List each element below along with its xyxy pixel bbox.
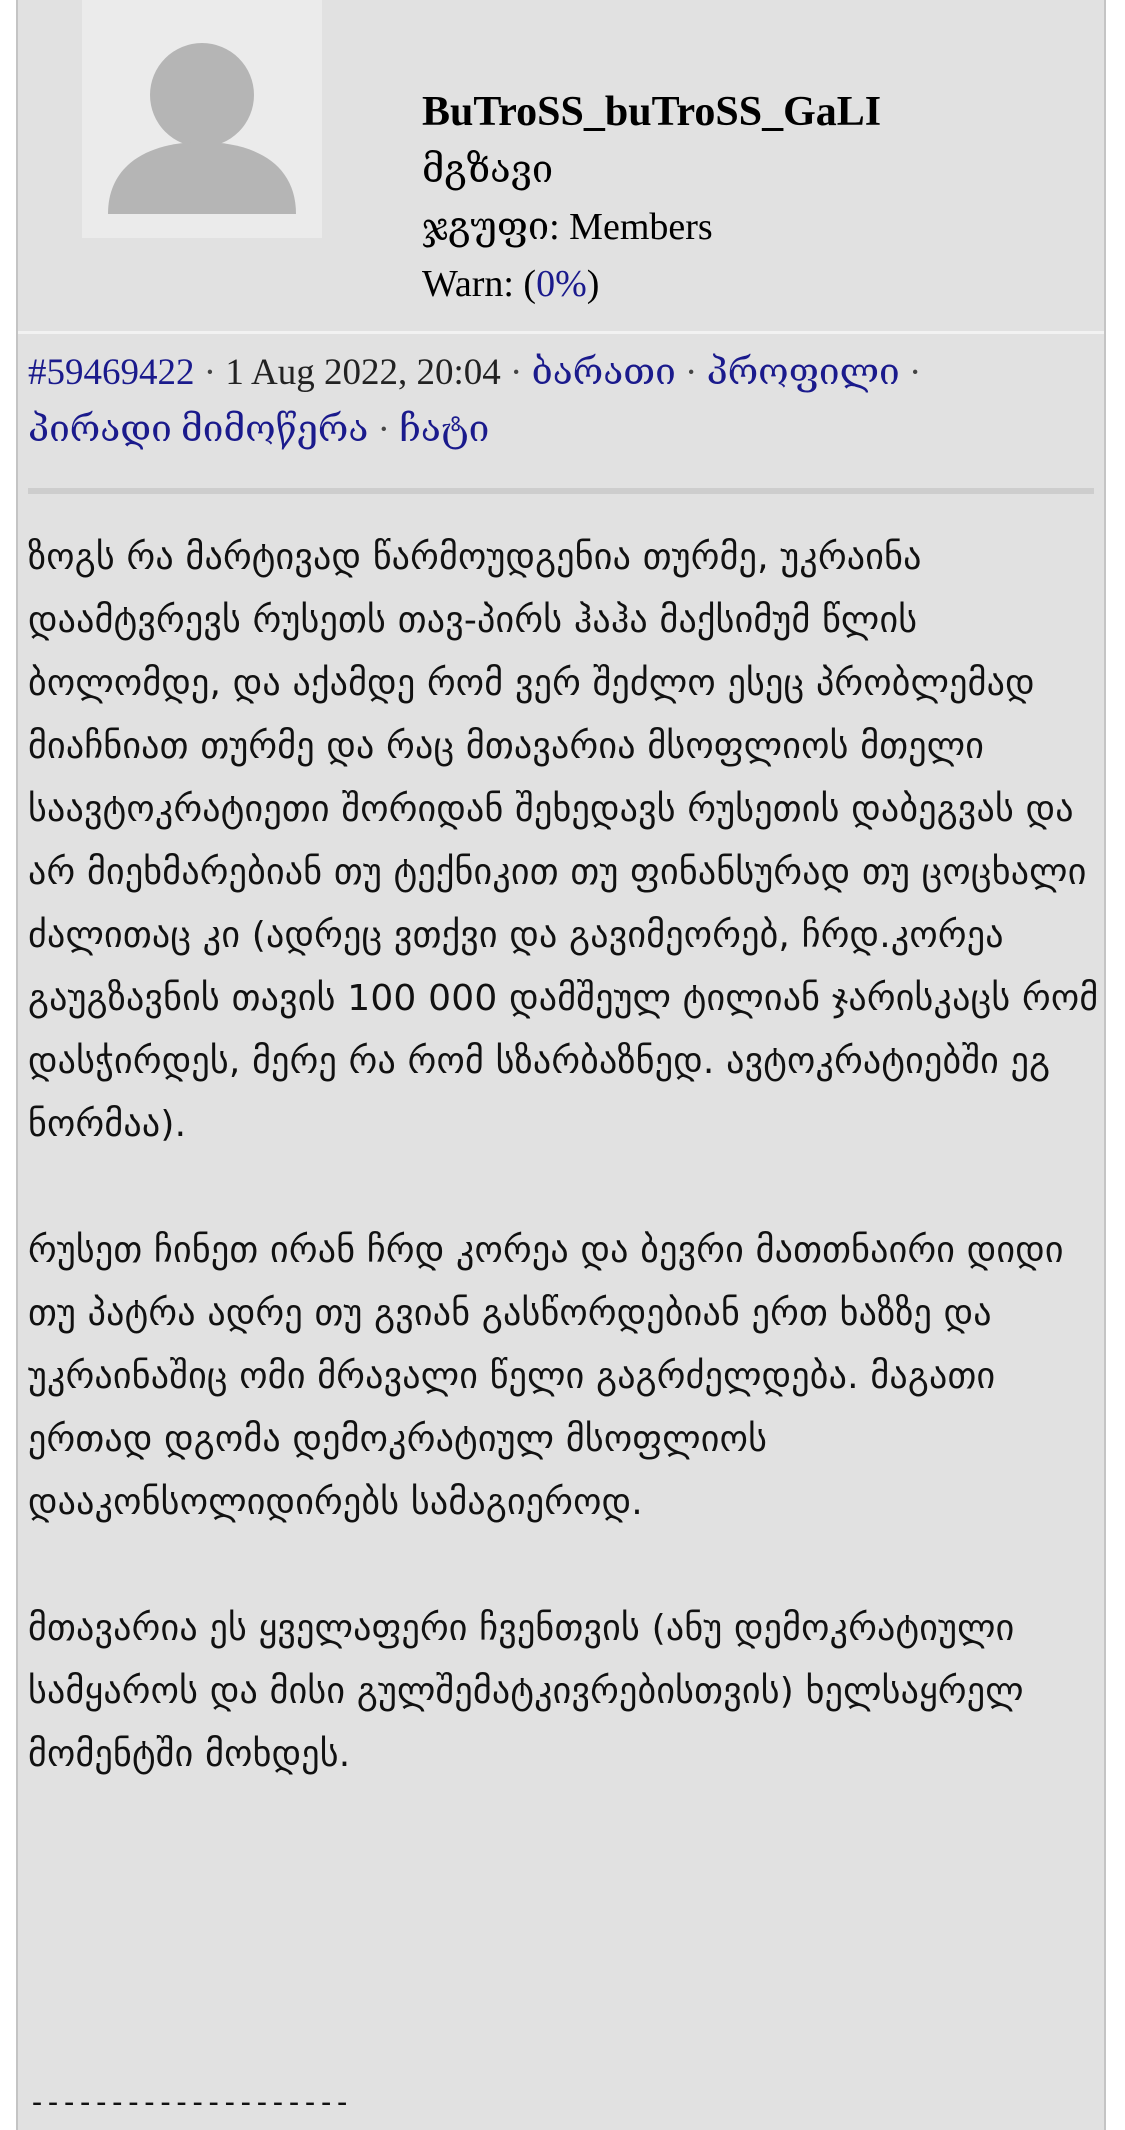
- meta-separator: ·: [377, 409, 390, 450]
- user-info: [422, 82, 881, 313]
- card-link[interactable]: ბარათი: [531, 352, 676, 393]
- user-warn: [422, 256, 881, 313]
- group-label: ჯგუფი:: [422, 206, 560, 248]
- meta-separator: ·: [203, 352, 217, 393]
- username[interactable]: BuTroSS_buTroSS_GaLI: [422, 89, 882, 135]
- avatar[interactable]: [82, 0, 322, 238]
- post-id-link[interactable]: #59469422: [28, 352, 195, 393]
- post-body: [28, 526, 1104, 1849]
- private-message-link[interactable]: პირადი მიმოწერა: [28, 409, 369, 450]
- meta-separator: ·: [909, 352, 922, 393]
- meta-separator: ·: [510, 352, 523, 393]
- warn-close: ): [586, 263, 600, 305]
- user-rank: მგზავი: [422, 149, 554, 191]
- meta-divider: [28, 488, 1094, 494]
- post-date: 1 Aug 2022, 20:04: [225, 352, 501, 393]
- warn-label: Warn: (: [422, 263, 537, 305]
- forum-post: [16, 0, 1106, 2130]
- default-user-silhouette-icon: [82, 0, 322, 238]
- post-paragraph: რუსეთ ჩინეთ ირან ჩრდ კორეა და ბევრი მათთნაირი დიდი თუ პატრა ადრე თუ გვიან გასწორდებიან ერთ ხაზზე და უკრაინაშიც ომი მრავალი წელი გაგრძელდება. მაგათი ერთად დგომა დემოკრატიულ მსოფლიოს დააკონსოლიდირებს სამაგიეროდ.: [28, 1230, 1064, 1523]
- user-group: [422, 199, 881, 256]
- post-header: [18, 0, 1104, 334]
- post-meta: [28, 344, 1098, 458]
- post-paragraph: ზოგს რა მარტივად წარმოუდგენია თურმე, უკრაინა დაამტვრევს რუსეთს თავ-პირს ჰაჰა მაქსიმუმ წლის ბოლომდე, და აქამდე რომ ვერ შეძლო ესეც პრობლემად მიაჩნიათ თურმე და რაც მთავარია მსოფლიოს მთელი საავტოკრატიეთი შორიდან შეხედავს რუსეთის დაბეგვას და არ მიეხმარებიან თუ ტექნიკით თუ ფინანსურად თუ ცოცხალი ძალითაც კი (ადრეც ვთქვი და გავიმეორებ, ჩრდ.კორეა გაუგზავნის თავის 100 000 დამშეულ ტილიან ჯარისკაცს რომ დასჭირდეს, მერე რა რომ სზარბაზნედ. ავტოკრატიებში ეგ ნორმაა).: [28, 537, 1099, 1145]
- chat-link[interactable]: ჩატი: [399, 409, 490, 450]
- group-value: Members: [569, 206, 713, 248]
- profile-link[interactable]: პროფილი: [706, 352, 900, 393]
- meta-separator: ·: [685, 352, 698, 393]
- signature-separator: --------------------: [28, 2085, 350, 2120]
- warn-value[interactable]: 0%: [536, 263, 587, 305]
- post-paragraph: მთავარია ეს ყველაფერი ჩვენთვის (ანუ დემოკრატიული სამყაროს და მისი გულშემატკივრებისთვის) ხელსაყრელ მომენტში მოხდეს.: [28, 1608, 1024, 1775]
